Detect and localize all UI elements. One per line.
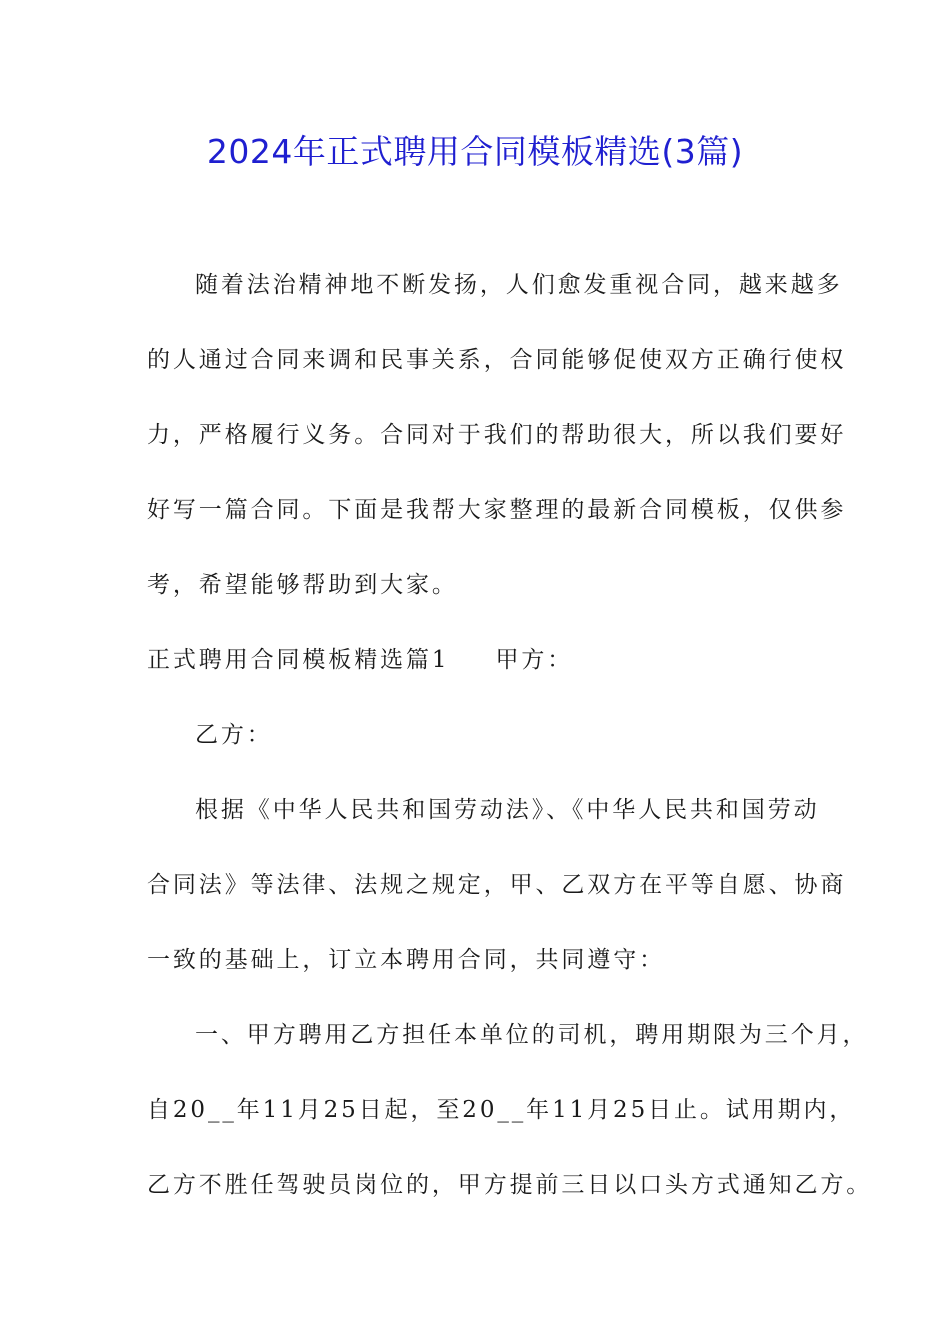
party-b-label: 乙方： [195,722,273,748]
intro-line-5: 考，希望能够帮助到大家。 [147,572,458,598]
document-title: 2024年正式聘用合同模板精选(3篇) [206,132,744,171]
intro-line-4: 好写一篇合同。下面是我帮大家整理的最新合同模板，仅供参 [147,497,847,523]
section-heading: 正式聘用合同模板精选篇1 [147,647,450,673]
intro-line-2: 的人通过合同来调和民事关系，合同能够促使双方正确行使权 [147,347,847,373]
party-a-label: 甲方： [495,647,574,673]
section-heading-line [147,643,827,677]
clause-1-line-2: 自20__年11月25日起，至20__年11月25日止。试用期内， [147,1097,856,1123]
intro-line-3: 力，严格履行义务。合同对于我们的帮助很大，所以我们要好 [147,422,847,448]
basis-line-2: 合同法》等法律、法规之规定，甲、乙双方在平等自愿、协商 [147,872,847,898]
intro-line-1: 随着法治精神地不断发扬，人们愈发重视合同，越来越多 [195,272,843,298]
basis-line-1: 根据《中华人民共和国劳动法》、《中华人民共和国劳动 [195,797,820,823]
clause-1-line-3: 乙方不胜任驾驶员岗位的，甲方提前三日以口头方式通知乙方。 [147,1172,873,1198]
basis-line-3: 一致的基础上，订立本聘用合同，共同遵守： [147,947,665,973]
clause-1-line-1: 一、甲方聘用乙方担任本单位的司机，聘用期限为三个月， [195,1022,869,1048]
